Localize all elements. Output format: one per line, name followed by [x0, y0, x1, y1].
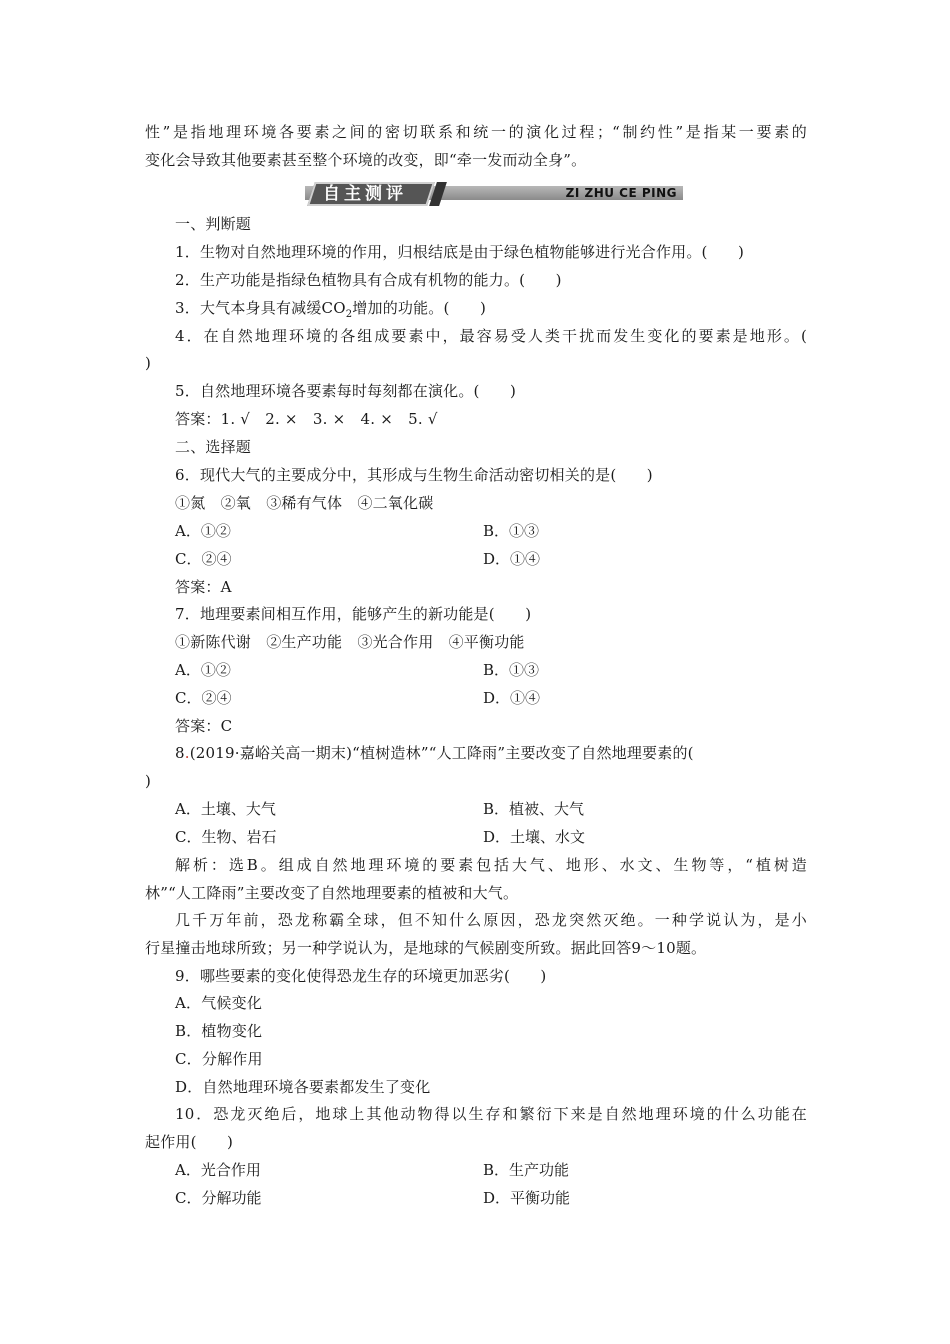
question-8-dot: .	[184, 744, 190, 762]
question-3-sub: 2	[345, 309, 353, 320]
question-3	[175, 298, 807, 325]
question-7-items: ①新陈代谢 ②生产功能 ③光合作用 ④平衡功能	[175, 633, 525, 651]
question-8-stem-line-2: )	[145, 772, 152, 790]
question-8-analysis-line-1: 解析：选B。组成自然地理环境的要素包括大气、地形、水文、生物等，“植树造	[175, 856, 807, 874]
question-2: 2．生产功能是指绿色植物具有合成有机物的能力。( )	[175, 271, 562, 289]
question-6-items: ①氮 ②氧 ③稀有气体 ④二氧化碳	[175, 494, 434, 512]
question-3-pre: 3．大气本身具有减缓CO	[175, 299, 346, 317]
question-8-number: 8	[175, 744, 185, 762]
question-9-stem: 9．哪些要素的变化使得恐龙生存的环境更加恶劣( )	[175, 967, 547, 985]
question-8-option-a: A．土壤、大气	[175, 800, 276, 818]
banner-en-label: ZI ZHU CE PING	[565, 186, 677, 200]
question-10-option-c: C．分解功能	[175, 1189, 262, 1207]
question-7-option-b: B．①③	[483, 661, 540, 679]
question-8-option-d: D．土壤、水文	[483, 828, 586, 846]
question-6-option-d: D．①④	[483, 550, 541, 568]
question-10-option-a: A．光合作用	[175, 1161, 261, 1179]
section-banner	[305, 182, 683, 206]
question-10-stem-line-2: 起作用( )	[145, 1133, 234, 1151]
passage-line-1: 几千万年前，恐龙称霸全球，但不知什么原因，恐龙突然灭绝。一种学说认为，是小	[175, 911, 807, 929]
question-10-option-b: B．生产功能	[483, 1161, 570, 1179]
question-4-line-1: 4．在自然地理环境的各组成要素中，最容易受人类干扰而发生变化的要素是地形。(	[175, 327, 807, 345]
question-10-stem-line-1: 10．恐龙灭绝后，地球上其他动物得以生存和繁衍下来是自然地理环境的什么功能在	[175, 1105, 807, 1123]
question-6-answer: 答案：A	[175, 578, 232, 596]
question-7-option-a: A．①②	[175, 661, 231, 679]
question-4-line-2: )	[145, 354, 152, 372]
question-9-option-c: C．分解作用	[175, 1050, 263, 1068]
question-6-stem: 6．现代大气的主要成分中，其形成与生物生命活动密切相关的是( )	[175, 466, 653, 484]
question-9-option-a: A．气候变化	[175, 994, 263, 1012]
question-6-option-b: B．①③	[483, 522, 540, 540]
question-8-analysis-line-2: 林”“人工降雨”主要改变了自然地理要素的植被和大气。	[145, 884, 519, 902]
question-1: 1．生物对自然地理环境的作用，归根结底是由于绿色植物能够进行光合作用。( )	[175, 243, 745, 261]
question-6-option-a: A．①②	[175, 522, 231, 540]
section1-heading: 一、判断题	[175, 215, 252, 233]
question-8-stem	[175, 743, 807, 763]
question-6-option-c: C．②④	[175, 550, 232, 568]
question-8-option-c: C．生物、岩石	[175, 828, 277, 846]
question-8-option-b: B．植被、大气	[483, 800, 585, 818]
intro-line-1: 性”是指地理环境各要素之间的密切联系和统一的演化过程；“制约性”是指某一要素的	[145, 123, 807, 141]
question-7-option-d: D．①④	[483, 689, 541, 707]
intro-line-2: 变化会导致其他要素甚至整个环境的改变，即“牵一发而动全身”。	[145, 151, 587, 169]
question-7-option-c: C．②④	[175, 689, 232, 707]
question-10-option-d: D．平衡功能	[483, 1189, 571, 1207]
question-5: 5．自然地理环境各要素每时每刻都在演化。( )	[175, 382, 517, 400]
section1-answer: 答案：1. √ 2. × 3. × 4. × 5. √	[175, 410, 438, 428]
question-9-option-b: B．植物变化	[175, 1022, 263, 1040]
banner-cn-label: 自主测评	[323, 184, 407, 204]
question-3-post: 增加的功能。( )	[352, 299, 487, 317]
question-9-option-d: D．自然地理环境各要素都发生了变化	[175, 1078, 431, 1096]
question-7-stem: 7．地理要素间相互作用，能够产生的新功能是( )	[175, 605, 532, 623]
question-8-stem-text: (2019·嘉峪关高一期末)“植树造林”“人工降雨”主要改变了自然地理要素的(	[189, 744, 694, 762]
passage-line-2: 行星撞击地球所致；另一种学说认为，是地球的气候剧变所致。据此回答9～10题。	[145, 939, 707, 957]
section2-heading: 二、选择题	[175, 438, 252, 456]
question-7-answer: 答案：C	[175, 717, 233, 735]
